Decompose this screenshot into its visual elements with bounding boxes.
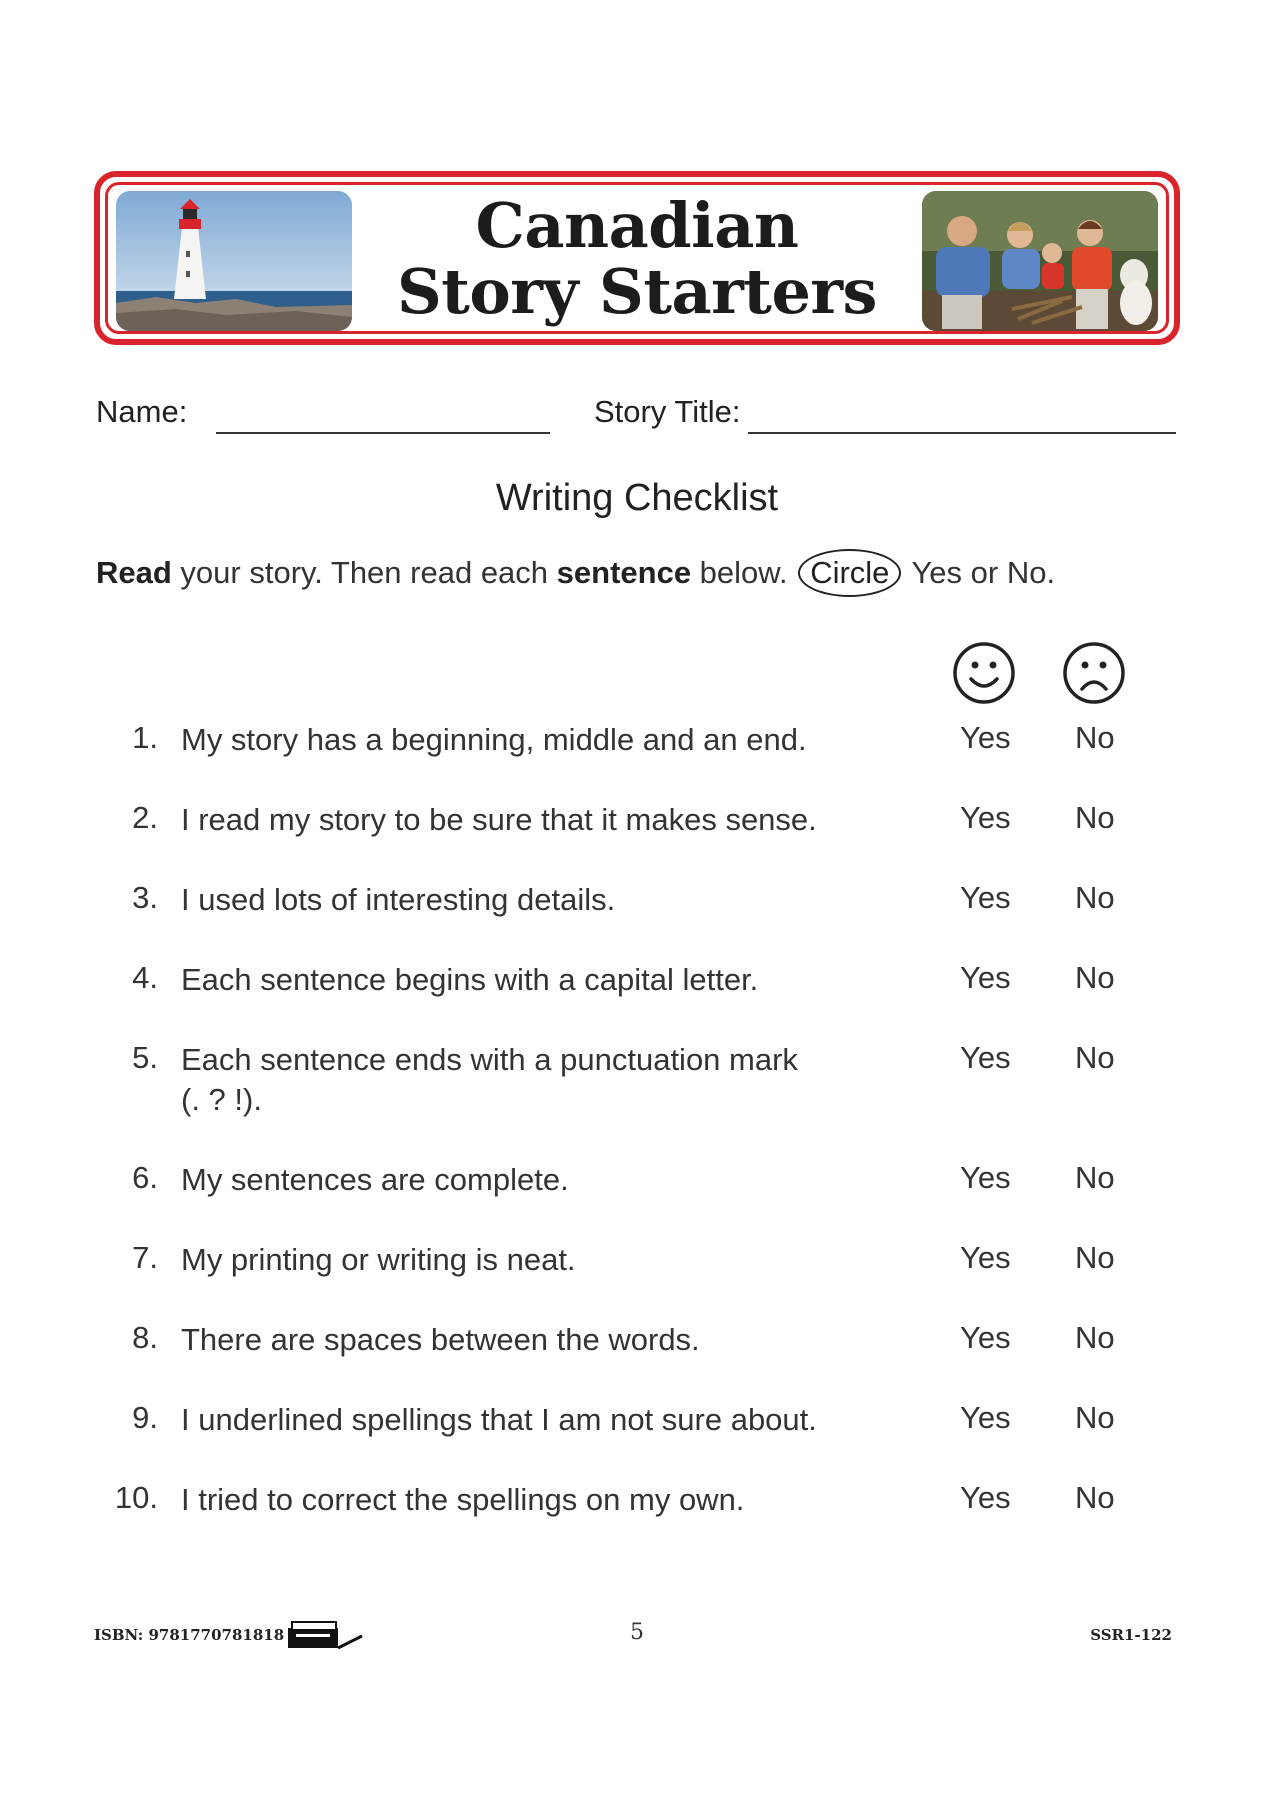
yes-option[interactable]: Yes bbox=[960, 1160, 1011, 1195]
lighthouse-photo bbox=[116, 191, 352, 331]
no-option[interactable]: No bbox=[1075, 960, 1115, 995]
no-option[interactable]: No bbox=[1075, 880, 1115, 915]
item-number: 8. bbox=[132, 1320, 158, 1355]
instruction-part-2: below. bbox=[691, 555, 797, 590]
student-info-fields bbox=[96, 394, 1176, 434]
instruction-circle-word: Circle bbox=[798, 549, 901, 597]
story-title-field[interactable] bbox=[748, 432, 1176, 434]
banner-title-line-2: Story Starters bbox=[397, 255, 877, 328]
item-text: My sentences are complete. bbox=[181, 1162, 569, 1197]
page-number: 5 bbox=[630, 1620, 644, 1645]
yes-option[interactable]: Yes bbox=[960, 960, 1011, 995]
instruction-sentence: sentence bbox=[556, 555, 692, 590]
item-text: I tried to correct the spellings on my own. bbox=[181, 1482, 745, 1517]
item-text: Each sentence ends with a punctuation mark (. ? !). bbox=[181, 1042, 798, 1117]
item-number: 10. bbox=[114, 1480, 158, 1515]
smiley-face-icon bbox=[952, 641, 1016, 705]
instruction-part-3: Yes or No. bbox=[903, 555, 1056, 590]
no-option[interactable]: No bbox=[1075, 800, 1115, 835]
name-label: Name: bbox=[96, 394, 188, 429]
story-title-label: Story Title: bbox=[594, 394, 741, 429]
banner-title-line-1: Canadian bbox=[475, 189, 799, 262]
yes-option[interactable]: Yes bbox=[960, 1480, 1011, 1515]
title-banner bbox=[94, 171, 1180, 345]
item-number: 5. bbox=[132, 1040, 158, 1075]
yes-option[interactable]: Yes bbox=[960, 800, 1011, 835]
item-text: I read my story to be sure that it makes sense. bbox=[181, 802, 817, 837]
name-field[interactable] bbox=[216, 432, 550, 434]
item-number: 1. bbox=[132, 720, 158, 755]
item-number: 4. bbox=[132, 960, 158, 995]
no-option[interactable]: No bbox=[1075, 1480, 1115, 1515]
no-option[interactable]: No bbox=[1075, 1160, 1115, 1195]
item-text: I underlined spellings that I am not sure about. bbox=[181, 1402, 817, 1437]
yes-option[interactable]: Yes bbox=[960, 1400, 1011, 1435]
page-footer bbox=[0, 1618, 1274, 1658]
no-option[interactable]: No bbox=[1075, 1040, 1115, 1075]
product-code: SSR1-122 bbox=[1090, 1626, 1172, 1644]
item-text: My story has a beginning, middle and an end. bbox=[181, 722, 807, 757]
item-text: I used lots of interesting details. bbox=[181, 882, 616, 917]
item-number: 9. bbox=[132, 1400, 158, 1435]
item-number: 2. bbox=[132, 800, 158, 835]
checklist-title: Writing Checklist bbox=[495, 477, 779, 519]
no-option[interactable]: No bbox=[1075, 720, 1115, 755]
banner-title bbox=[370, 189, 904, 328]
item-number: 3. bbox=[132, 880, 158, 915]
yes-option[interactable]: Yes bbox=[960, 880, 1011, 915]
family-campfire-photo bbox=[922, 191, 1158, 331]
instructions bbox=[96, 549, 1055, 597]
yes-option[interactable]: Yes bbox=[960, 1320, 1011, 1355]
yes-option[interactable]: Yes bbox=[960, 720, 1011, 755]
item-text: There are spaces between the words. bbox=[181, 1322, 700, 1357]
yes-option[interactable]: Yes bbox=[960, 1240, 1011, 1275]
no-option[interactable]: No bbox=[1075, 1240, 1115, 1275]
item-number: 6. bbox=[132, 1160, 158, 1195]
yes-option[interactable]: Yes bbox=[960, 1040, 1011, 1075]
isbn: ISBN: 9781770781818 bbox=[94, 1626, 285, 1644]
instruction-read: Read bbox=[96, 555, 172, 590]
no-option[interactable]: No bbox=[1075, 1400, 1115, 1435]
sad-face-icon bbox=[1062, 641, 1126, 705]
item-number: 7. bbox=[132, 1240, 158, 1275]
instruction-part-1: your story. Then read each bbox=[171, 555, 557, 590]
item-text: My printing or writing is neat. bbox=[181, 1242, 576, 1277]
no-option[interactable]: No bbox=[1075, 1320, 1115, 1355]
item-text: Each sentence begins with a capital letter. bbox=[181, 962, 759, 997]
